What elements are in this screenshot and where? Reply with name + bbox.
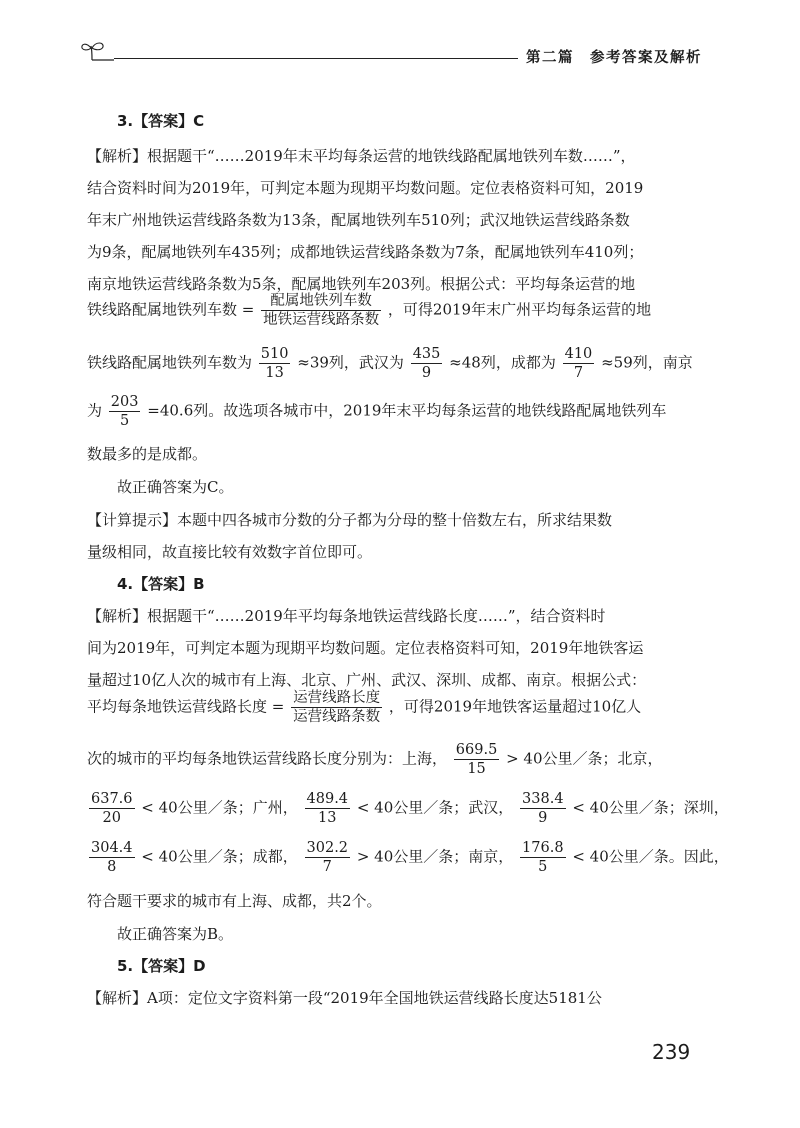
q4-calc-line: 次的城市的平均每条地铁运营线路长度分别为：上海， $\frac{669.5}{15}$ > 40公里／条；北京， [87,742,663,777]
formula-fraction: $\frac{\text{运营线路长度}}{\text{运营线路条数}}$ [293,690,381,725]
page-number: 239 [652,1040,691,1064]
fraction-shanghai: $\frac{669.5}{15}$ [455,742,498,777]
q3-para-line: 南京地铁运营线路条数为5条，配属地铁列车203列。根据公式：平均每条运营的地 [87,275,636,293]
formula-text: 铁线路配属地铁列车数 = [87,300,255,319]
q4-para-line: 间为2019年，可判定本题为现期平均数问题。定位表格资料可知，2019年地铁客运 [87,639,644,657]
q3-end: 数最多的是成都。 [87,445,208,463]
q3-tip: 量级相同，故直接比较有效数字首位即可。 [87,543,373,561]
q3-tip: 【计算提示】本题中四各城市分数的分子都为分母的整十倍数左右，所求结果数 [87,511,613,529]
q3-para-line: 为9条，配属地铁列车435列；成都地铁运营线路条数为7条，配属地铁列车410列； [87,243,644,261]
q4-calc-line: $\frac{637.6}{20}$ < 40公里／条；广州， $\frac{489.4}{13}$ < 40公里／条；武汉， $\frac{338.4}{9}$ < 40公里／条；深圳， [91,791,729,826]
fraction-shenzhen: $\frac{304.4}{8}$ [91,840,133,875]
header-rule [114,58,518,59]
sprout-icon [80,40,114,62]
fraction-chengdu: $\frac{410}{7}$ [564,346,593,381]
q3-para-line: 【解析】根据题干“……2019年末平均每条运营的地铁线路配属地铁列车数……”， [87,147,636,165]
page-header [78,38,714,78]
fraction-wuhan: $\frac{435}{9}$ [412,346,441,381]
q4-formula-line: 平均每条地铁运营线路长度 = $\frac{\text{运营线路长度}}{\text{运营线路条数}}$ ，可得2019年地铁客运量超过10亿人 [87,690,642,725]
q4-end: 符合题干要求的城市有上海、成都，共2个。 [87,892,382,910]
q5-answer: 5.【答案】D [117,957,206,975]
fraction-guangzhou: $\frac{489.4}{13}$ [306,791,349,826]
q3-calc-line: 为 $\frac{203}{5}$ =40.6列。故选项各城市中，2019年末平均每条运营的地铁线路配属地铁列车 [87,394,667,429]
fraction-nanjing: $\frac{203}{5}$ [110,394,139,429]
q4-conclusion: 故正确答案为B。 [117,925,234,943]
q3-para-line: 年末广州地铁运营线路条数为13条，配属地铁列车510列；武汉地铁运营线路条数 [87,211,630,229]
q3-conclusion: 故正确答案为C。 [117,478,234,496]
q5-para-line: 【解析】A项：定位文字资料第一段“2019年全国地铁运营线路长度达5181公 [87,989,602,1007]
formula-text: ，可得2019年末广州平均每条运营的地 [387,300,652,319]
header-title: 第二篇 参考答案及解析 [526,50,702,66]
fraction-beijing: $\frac{637.6}{20}$ [91,791,133,826]
q4-answer: 4.【答案】B [117,575,205,593]
formula-fraction: $\frac{\text{配属地铁列车数}}{\text{地铁运营线路条数}}$ [263,293,380,328]
q4-calc-line: $\frac{304.4}{8}$ < 40公里／条；成都， $\frac{302.2}{7}$ > 40公里／条；南京， $\frac{176.8}{5}$ < 40公里／条。因此， [91,840,729,875]
q3-calc-line: 铁线路配属地铁列车数为 $\frac{510}{13}$ ≈39列，武汉为 $\frac{435}{9}$ ≈48列，成都为 $\frac{410}{7}$ ≈59列，南京 [87,346,693,381]
fraction-wuhan: $\frac{338.4}{9}$ [522,791,564,826]
q4-para-line: 量超过10亿人次的城市有上海、北京、广州、武汉、深圳、成都、南京。根据公式： [87,671,647,689]
fraction-nanjing: $\frac{176.8}{5}$ [522,840,564,875]
fraction-guangzhou: $\frac{510}{13}$ [260,346,289,381]
q3-para-line: 结合资料时间为2019年，可判定本题为现期平均数问题。定位表格资料可知，2019 [87,179,644,197]
q4-para-line: 【解析】根据题干“……2019年平均每条地铁运营线路长度……”，结合资料时 [87,607,606,625]
q3-answer: 3.【答案】C [117,112,205,130]
fraction-chengdu: $\frac{302.2}{7}$ [306,840,349,875]
q3-formula-line [87,292,651,329]
